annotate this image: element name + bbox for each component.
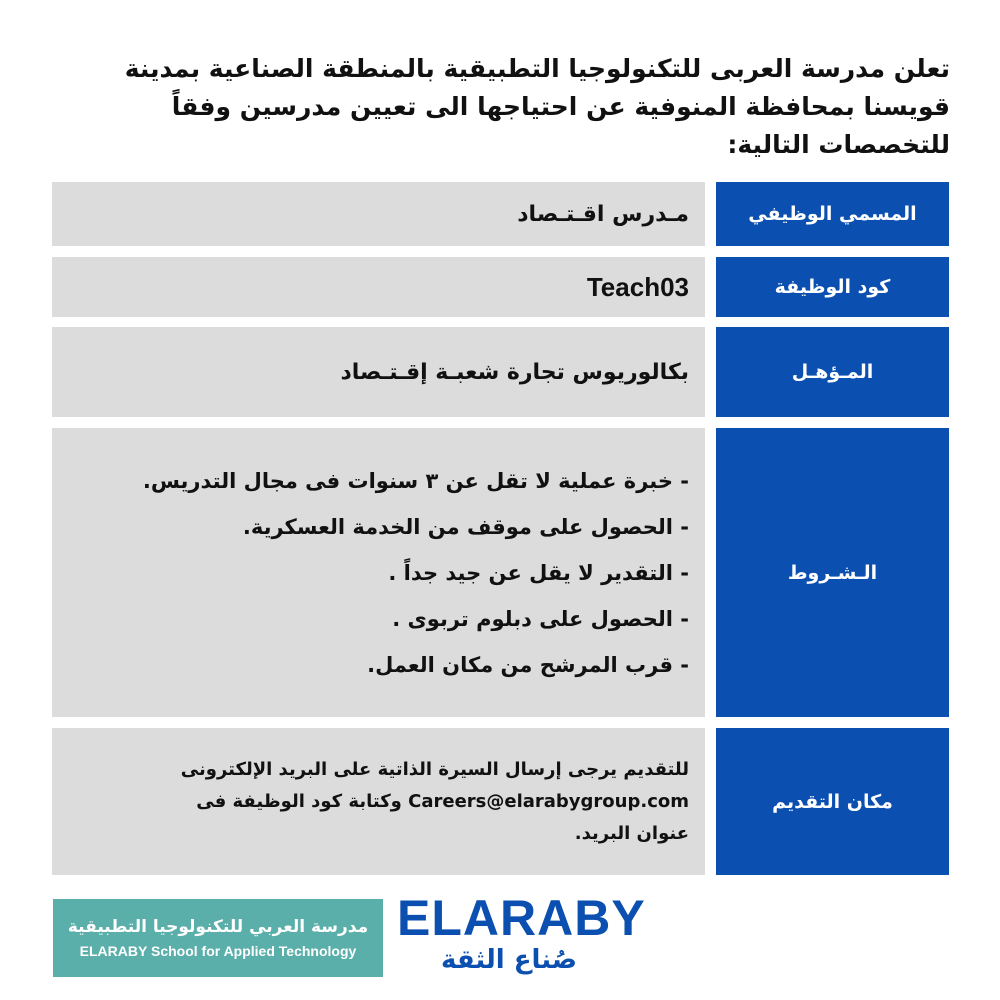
job-title-value-cell	[52, 182, 705, 246]
intro-line-2: قويسنا بمحافظة المنوفية عن احتياجها الى تعيين مدرسين وفقاً	[171, 92, 950, 121]
condition-item: - خبرة عملية لا تقل عن ٣ سنوات فى مجال التدريس.	[142, 468, 689, 493]
qualification-label: المـؤهـل	[716, 327, 949, 417]
qualification-row	[52, 327, 949, 417]
condition-item: - قرب المرشح من مكان العمل.	[367, 652, 689, 677]
school-name-ar: مدرسة العربي للتكنولوجيا التطبيقية	[67, 917, 369, 937]
conditions-list	[72, 458, 689, 688]
apply-row	[52, 728, 949, 875]
qualification-value: بكالوريوس تجارة شعبـة إقـتـصاد	[340, 359, 689, 385]
school-name-box	[53, 899, 383, 977]
apply-line-2: Careers@elarabygroup.com وكتابة كود الوظيفة فى	[196, 790, 689, 812]
brand-name: ELARABY	[397, 890, 646, 946]
elaraby-logo	[397, 890, 646, 976]
conditions-label: الـشـروط	[716, 428, 949, 717]
conditions-value-cell	[52, 428, 705, 717]
condition-item: - الحصول على دبلوم تربوى .	[392, 606, 689, 631]
intro-paragraph	[50, 50, 950, 164]
job-code-row	[52, 257, 949, 317]
apply-line-3: عنوان البريد.	[574, 822, 689, 844]
condition-item: - التقدير لا يقل عن جيد جداً .	[388, 560, 689, 585]
job-title-value: مـدرس اقـتـصاد	[517, 201, 689, 227]
school-name-en: ELARABY School for Applied Technology	[79, 943, 357, 959]
condition-item: - الحصول على موقف من الخدمة العسكرية.	[242, 514, 689, 539]
apply-value-cell	[52, 728, 705, 875]
intro-line-1: تعلن مدرسة العربى للتكنولوجيا التطبيقية بالمنطقة الصناعية بمدينة	[124, 54, 950, 83]
conditions-row	[52, 428, 949, 717]
qualification-value-cell	[52, 327, 705, 417]
job-title-row	[52, 182, 949, 246]
job-code-value-cell	[52, 257, 705, 317]
apply-line-1: للتقديم يرجى إرسال السيرة الذاتية على البريد الإلكترونى	[180, 758, 689, 780]
brand-tagline: صُناع الثقة	[440, 945, 578, 975]
intro-line-3: للتخصصات التالية:	[727, 130, 950, 159]
job-code-value: Teach03	[586, 271, 689, 302]
job-title-label: المسمي الوظيفي	[716, 182, 949, 246]
apply-label: مكان التقديم	[716, 728, 949, 875]
job-code-label: كود الوظيفة	[716, 257, 949, 317]
